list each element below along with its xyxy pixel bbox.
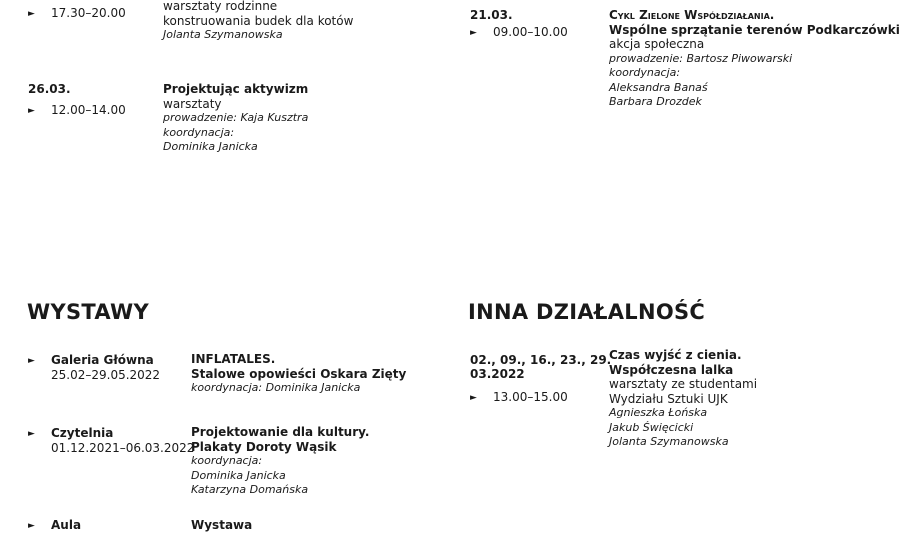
event-date: 26.03. — [28, 82, 71, 96]
event-lead: prowadzenie: Kaja Kusztra — [163, 111, 309, 124]
event-series-title: Cykl Zielone Współdziałania. — [609, 8, 775, 22]
participant-name: Jakub Święcicki — [609, 420, 694, 434]
activity-dates: 02., 09., 16., 23., 29. 03.2022 — [470, 353, 612, 381]
activity-subtitle: Współczesna lalka — [609, 362, 734, 377]
exhibition-title: Projektowanie dla kultury. — [191, 425, 370, 439]
activity-details — [609, 348, 757, 450]
exhibition-coordination: koordynacja: Dominika Janicka — [191, 381, 361, 394]
coordinator-name: Jolanta Szymanowska — [163, 28, 283, 41]
exhibition-subtitle: Plakaty Doroty Wąsik — [191, 439, 337, 454]
coordination-label: koordynacja: — [191, 454, 263, 467]
participant-name: Jolanta Szymanowska — [609, 435, 729, 448]
exhibition-venue: ► Czytelnia 01.12.2021–06.03.2022 — [28, 426, 195, 455]
event-time: ► 09.00–10.00 — [470, 25, 568, 39]
event-details — [163, 0, 353, 43]
event-date: 21.03. — [470, 8, 513, 22]
exhibition-details — [191, 518, 252, 533]
event-lead: prowadzenie: Bartosz Piwowarski — [609, 51, 793, 65]
coordinator-name: Dominika Janicka — [191, 468, 286, 482]
bullet-triangle-icon: ► — [470, 28, 477, 38]
exhibition-dates: 25.02–29.05.2022 — [51, 368, 161, 382]
exhibition-venue: ► Galeria Główna 25.02–29.05.2022 — [28, 353, 161, 382]
event-details — [163, 82, 308, 155]
bullet-triangle-icon: ► — [28, 521, 35, 531]
event-description: konstruowania budek dla kotów — [163, 13, 354, 28]
exhibition-title: Wystawa — [191, 518, 253, 532]
coordination-label: koordynacja: — [163, 125, 235, 139]
coordinator-name: Dominika Janicka — [163, 140, 258, 153]
coordination-label: koordynacja: — [609, 66, 681, 79]
exhibition-title: INFLATALES. — [191, 352, 276, 366]
bullet-triangle-icon: ► — [28, 9, 35, 19]
event-time: ► 17.30–20.00 — [28, 6, 126, 20]
event-time: ► 12.00–14.00 — [28, 103, 126, 117]
activity-description: warsztaty ze studentami — [609, 377, 758, 391]
coordinator-name: Katarzyna Domańska — [191, 483, 309, 496]
event-title: Wspólne sprzątanie terenów Podkarczówki — [609, 22, 900, 37]
event-description: warsztaty — [163, 96, 222, 111]
coordinator-name: Barbara Drozdek — [609, 95, 702, 108]
event-description: warsztaty rodzinne — [163, 0, 278, 13]
section-heading-wystawy: WYSTAWY — [27, 300, 149, 324]
exhibition-subtitle: Stalowe opowieści Oskara Zięty — [191, 366, 407, 381]
exhibition-details — [191, 352, 406, 396]
exhibition-dates: 01.12.2021–06.03.2022 — [51, 441, 195, 455]
section-heading-inna-dzialalnosc: INNA DZIAŁALNOŚĆ — [468, 300, 706, 324]
exhibition-details — [191, 425, 369, 498]
event-title: Projektując aktywizm — [163, 82, 309, 96]
coordinator-name: Aleksandra Banaś — [609, 80, 708, 94]
event-description: akcja społeczna — [609, 37, 705, 51]
bullet-triangle-icon: ► — [28, 106, 35, 116]
bullet-triangle-icon: ► — [28, 356, 35, 366]
activity-title: Czas wyjść z cienia. — [609, 348, 742, 362]
exhibition-venue: ► Aula — [28, 518, 82, 532]
activity-time: ► 13.00–15.00 — [470, 390, 568, 404]
bullet-triangle-icon: ► — [28, 429, 35, 439]
participant-name: Agnieszka Łońska — [609, 406, 708, 419]
bullet-triangle-icon: ► — [470, 393, 477, 403]
activity-description: Wydziału Sztuki UJK — [609, 391, 728, 406]
event-details — [609, 8, 900, 110]
